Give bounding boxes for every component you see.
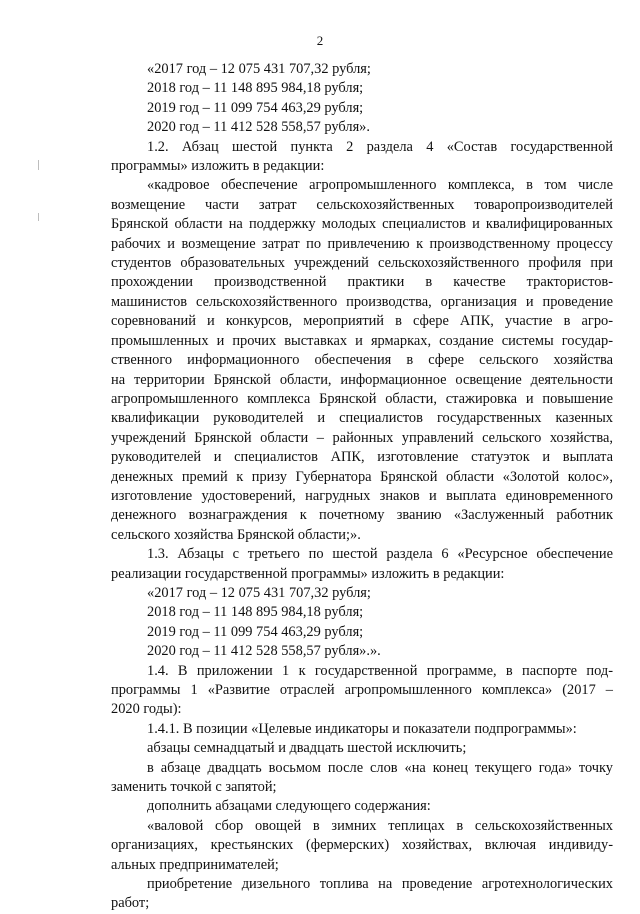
text-line: изготовление удостоверений, нагрудных знаков и выплата единовременного [111, 487, 613, 504]
paragraph [111, 739, 613, 758]
text-line: «2017 год – 12 075 431 707,32 рубля; [147, 584, 371, 601]
text-line: 2020 год – 11 412 528 558,57 рубля».». [147, 643, 381, 660]
text-line: «кадровое обеспечение агропромышленного комплекса, в том числе [147, 177, 613, 194]
paragraph [111, 875, 613, 914]
text-line: студентов образовательных учреждений сельскохозяйственного профиля при [111, 255, 613, 272]
text-line: 2018 год – 11 148 895 984,18 рубля; [147, 80, 364, 97]
text-line: денежного вознаграждения к почетному званию «Заслуженный работник [111, 507, 613, 524]
text-line: 2020 год – 11 412 528 558,57 рубля». [147, 119, 370, 136]
text-line: на территории Брянской области, информационное освещение деятельности [111, 371, 613, 388]
paragraph [111, 759, 613, 798]
text-line: 2019 год – 11 099 754 463,29 рубля; [147, 623, 364, 640]
text-line: программы 1 «Развитие отраслей агропромышленного комплекса» (2017 – [111, 682, 613, 698]
text-line: учреждений Брянской области – районных управлений сельского хозяйства, [111, 429, 613, 446]
text-line: промышленных и прочих выставках и ярмарках, создание системы государ- [111, 332, 613, 349]
document-body [111, 60, 613, 914]
paragraph [111, 176, 613, 545]
text-line: альных предпринимателей; [111, 856, 279, 873]
text-line: «валовой сбор овощей в зимних теплицах в сельскохозяйственных [147, 817, 613, 834]
paragraph [111, 545, 613, 584]
text-line: организациях, крестьянских (фермерских) хозяйствах, включая индивиду- [111, 837, 613, 854]
text-line: машинистов сельскохозяйственного производства, организация и проведение [111, 293, 613, 310]
text-line: 2020 годы): [111, 701, 182, 718]
text-line: агропромышленного комплекса Брянской области, стажировка и повышение [111, 390, 613, 407]
text-line: денежных премий к призу Губернатора Брянской области «Золотой колос», [111, 468, 613, 485]
text-line: квалификации руководителей и специалистов государственных казенных [111, 410, 613, 427]
text-line: приобретение дизельного топлива на проведение агротехнологических [147, 876, 613, 893]
text-line: 1.2. Абзац шестой пункта 2 раздела 4 «Состав государственной [147, 138, 613, 155]
text-line: 2018 год – 11 148 895 984,18 рубля; [147, 604, 364, 621]
paragraph [111, 817, 613, 875]
page-number: 2 [316, 33, 324, 48]
text-line: ственного информационного обеспечения в сфере сельского хозяйства [111, 352, 613, 369]
text-line: рабочих и возмещение затрат по привлечению к производственному процессу [111, 235, 613, 252]
text-line: реализации государственной программы» изложить в редакции: [111, 565, 505, 582]
paragraph [111, 138, 613, 177]
paragraph [111, 797, 613, 816]
text-line: Брянской области на поддержку молодых специалистов и квалифицированных [111, 216, 613, 233]
text-line: заменить точкой с запятой; [111, 779, 277, 796]
paragraph [111, 584, 613, 662]
text-line: соревнований и конкурсов, мероприятий в сфере АПК, участие в агро- [111, 313, 613, 330]
text-line: возмещение части затрат сельскохозяйственных товаропроизводителей [111, 196, 613, 213]
text-line: дополнить абзацами следующего содержания: [147, 798, 431, 815]
text-line: «2017 год – 12 075 431 707,32 рубля; [147, 61, 371, 77]
paragraph [111, 662, 613, 720]
margin-mark [38, 160, 39, 170]
paragraph [111, 60, 613, 138]
paragraph [111, 720, 613, 739]
text-line: программы» изложить в редакции: [111, 158, 325, 175]
margin-mark [38, 213, 39, 221]
text-line: сельского хозяйства Брянской области;». [111, 526, 361, 543]
text-line: 1.3. Абзацы с третьего по шестой раздела 6 «Ресурсное обеспечение [147, 546, 613, 563]
text-line: прохождении производственной практики в качестве трактористов- [111, 274, 613, 291]
text-line: 1.4.1. В позиции «Целевые индикаторы и показатели подпрограммы»: [147, 720, 577, 737]
text-line: абзацы семнадцатый и двадцать шестой исключить; [147, 740, 467, 757]
text-line: в абзаце двадцать восьмом после слов «на конец текущего года» точку [147, 759, 613, 776]
text-line: работ; [111, 895, 150, 912]
text-line: руководителей и специалистов АПК, изготовление статуэток и выплата [111, 449, 613, 466]
text-line: 2019 год – 11 099 754 463,29 рубля; [147, 99, 364, 116]
text-line: 1.4. В приложении 1 к государственной программе, в паспорте под- [147, 662, 613, 679]
